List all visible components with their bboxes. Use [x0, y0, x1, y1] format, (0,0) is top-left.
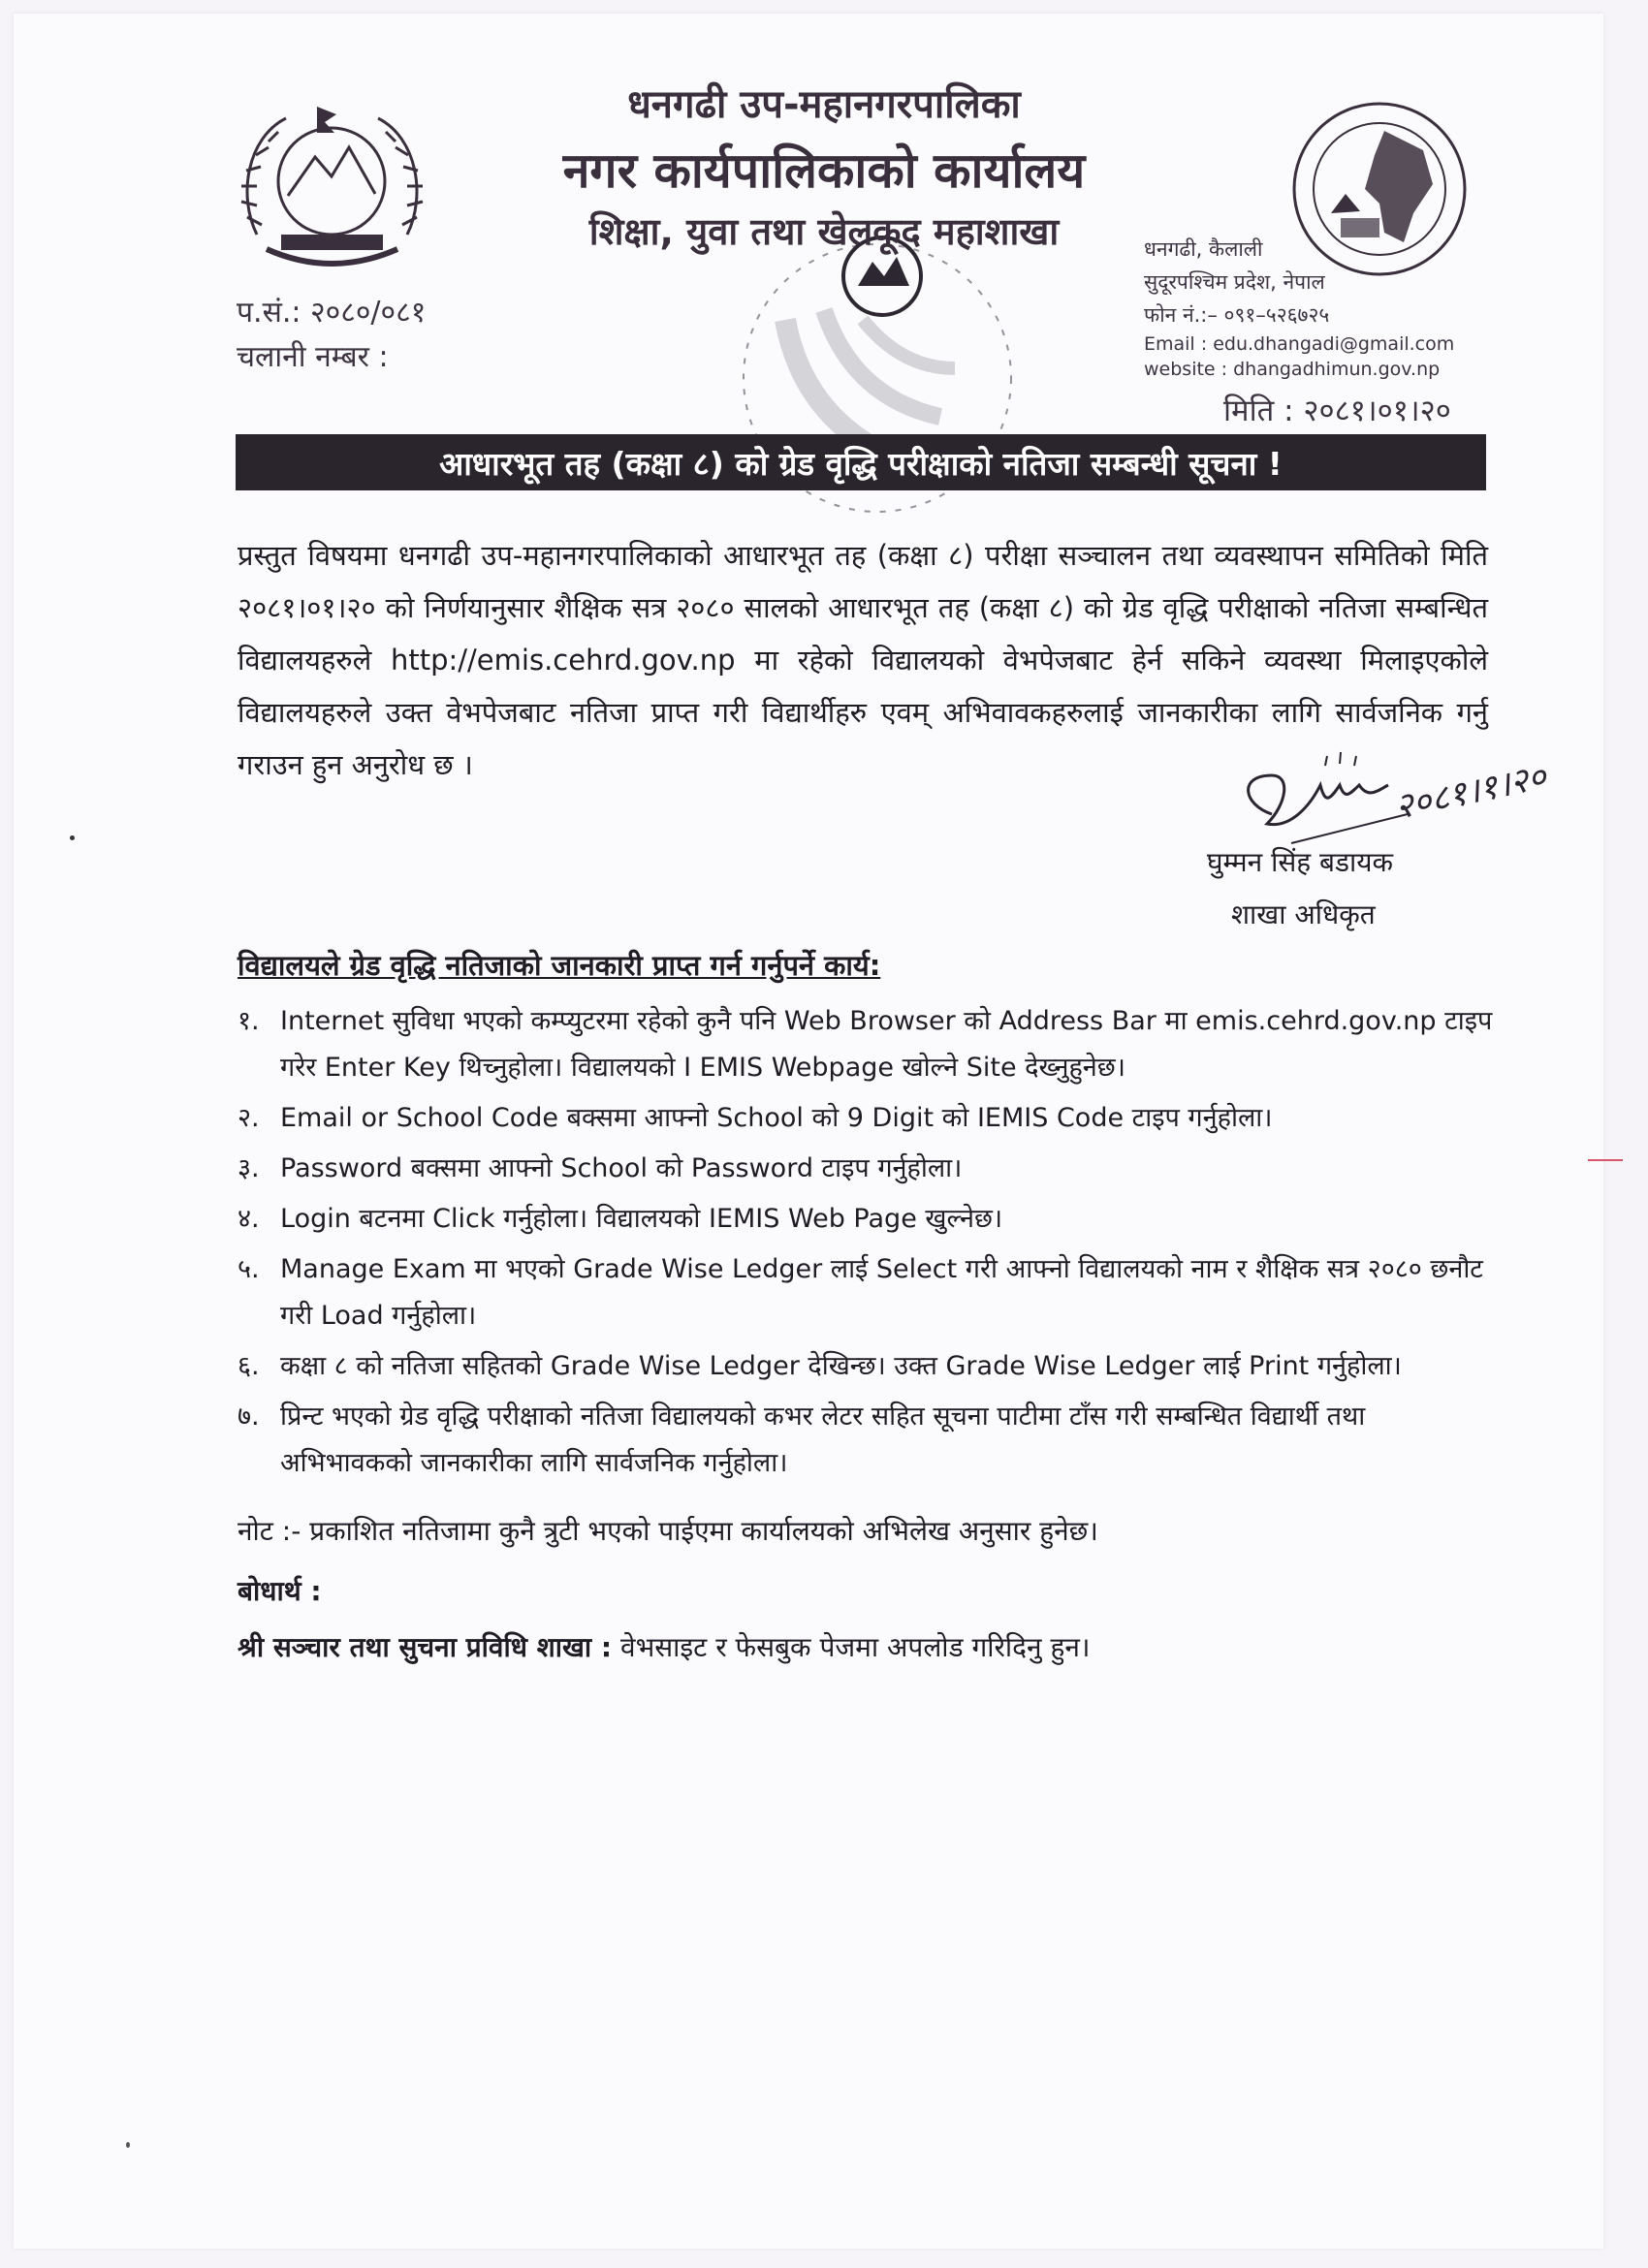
pen-mark — [1588, 1159, 1623, 1161]
dispatch-number: चलानी नम्बर : — [237, 340, 389, 374]
address-place: धनगढी, कैलाली — [1144, 237, 1263, 261]
reference-number: प.सं.: २०८०/०८१ — [237, 296, 427, 330]
signatory-name: घुम्मन सिंह बडायक — [1207, 846, 1394, 878]
list-item — [238, 998, 1498, 1091]
step-text: कक्षा ८ को नतिजा सहितको Grade Wise Ledger देखिन्छ। उक्त Grade Wise Ledger लाई Print गर्नुहोला। — [280, 1351, 1402, 1381]
steps-title: विद्यालयले ग्रेड वृद्धि नतिजाको जानकारी प्राप्त गर्न गर्नुपर्ने कार्य: — [238, 949, 881, 982]
signature-date: २०८१।१।२० — [1391, 756, 1550, 828]
signatory-title: शाखा अधिकृत — [1231, 898, 1376, 930]
list-item — [238, 1146, 1498, 1192]
email-address: Email : edu.dhangadi@gmail.com — [1144, 333, 1455, 355]
step-number: ५. — [238, 1254, 260, 1284]
body-text: प्रस्तुत विषयमा धनगढी उप-महानगरपालिकाको आधारभूत तह (कक्षा ८) परीक्षा सञ्चालन तथा व्यवस्थापन समितिको मिति २०८१।०१।२० को निर्णयानुसार शैक्षिक सत्र २०८० सालको आधारभूत तह (कक्षा ८) को ग्रेड वृद्धि परीक्षाको नतिजा सम्बन्धित विद्यालयहरुले http://emis.cehrd.gov.np मा रहेको विद्यालयको वेभपेजबाट हेर्न सकिने व्यवस्था मिलाइएकोले विद्यालयहरुले उक्त वेभपेजबाट नतिजा प्राप्त गरी विद्यार्थीहरु एवम् अभिवावकहरुलाई जानकारीका लागि सार्वजनिक गर्नु गराउन हुन अनुरोध छ । — [238, 539, 1488, 781]
step-text: Internet सुविधा भएको कम्प्युटरमा रहेको कुनै पनि Web Browser को Address Bar मा emis.cehrd.gov.np टाइप गरेर Enter Key थिच्नुहोला। विद्यालयको I EMIS Webpage खोल्ने Site देख्नुहुनेछ। — [280, 1006, 1493, 1083]
cc-title: बोधार्थ : — [238, 1575, 322, 1607]
address-province: सुदूरपश्चिम प्रदेश, नेपाल — [1144, 270, 1325, 294]
list-item — [238, 1394, 1498, 1487]
step-text: Password बक्समा आफ्नो School को Password टाइप गर्नुहोला। — [280, 1153, 963, 1183]
website-address: website : dhangadhimun.gov.np — [1144, 359, 1441, 380]
step-text: Manage Exam मा भएको Grade Wise Ledger लाई Select गरी आफ्नो विद्यालयको नाम र शैक्षिक सत्र २०८० छनौट गरी Load गर्नुहोला। — [280, 1254, 1483, 1331]
step-number: ७. — [238, 1402, 260, 1432]
division-name: शिक्षा, युवा तथा खेलकूद महाशाखा — [588, 210, 1060, 253]
step-number: ४. — [238, 1204, 260, 1234]
step-text: Email or School Code बक्समा आफ्नो School को 9 Digit को IEMIS Code टाइप गर्नुहोला। — [280, 1103, 1273, 1133]
notice-title: आधारभूत तह (कक्षा ८) को ग्रेड वृद्धि परीक्षाको नतिजा सम्बन्धी सूचना ! — [439, 444, 1283, 483]
notice-title-banner — [236, 434, 1486, 490]
list-item — [238, 1343, 1498, 1390]
step-text: Login बटनमा Click गर्नुहोला। विद्यालयको IEMIS Web Page खुल्नेछ। — [280, 1204, 1003, 1234]
reference-block — [237, 291, 426, 380]
step-number: २. — [238, 1103, 260, 1133]
address-block — [1144, 233, 1454, 382]
phone-number: फोन नं.:– ०९१–५२६७२५ — [1144, 303, 1330, 327]
cc-line — [238, 1628, 1091, 1665]
step-text: प्रिन्ट भएको ग्रेड वृद्धि परीक्षाको नतिजा विद्यालयको कभर लेटर सहित सूचना पाटीमा टाँस गरी सम्बन्धित विद्यार्थी तथा अभिभावकको जानकारीका लागि सार्वजनिक गर्नुहोला। — [280, 1402, 1366, 1478]
cc-action: वेभसाइट र फेसबुक पेजमा अपलोड गरिदिनु हुन। — [620, 1631, 1091, 1663]
list-item — [238, 1095, 1498, 1142]
nepal-emblem-icon — [228, 89, 436, 288]
list-item — [238, 1246, 1498, 1339]
list-item — [238, 1196, 1498, 1243]
cc-recipient: श्री सञ्चार तथा सुचना प्रविधि शाखा : — [238, 1631, 613, 1663]
document-date: मिति : २०८१।०१।२० — [1223, 394, 1451, 428]
office-name: नगर कार्यपालिकाको कार्यालय — [562, 142, 1086, 199]
municipality-name: धनगढी उप-महानगरपालिका — [627, 82, 1021, 127]
steps-list — [238, 998, 1498, 1491]
step-number: ३. — [238, 1153, 260, 1183]
step-number: १. — [238, 1006, 260, 1036]
step-number: ६. — [238, 1351, 260, 1381]
note-text: नोट :- प्रकाशित नतिजामा कुनै त्रुटी भएको पाईएमा कार्यालयको अभिलेख अनुसार हुनेछ। — [238, 1515, 1098, 1547]
scan-speck — [126, 2142, 130, 2148]
scan-speck — [70, 835, 75, 840]
